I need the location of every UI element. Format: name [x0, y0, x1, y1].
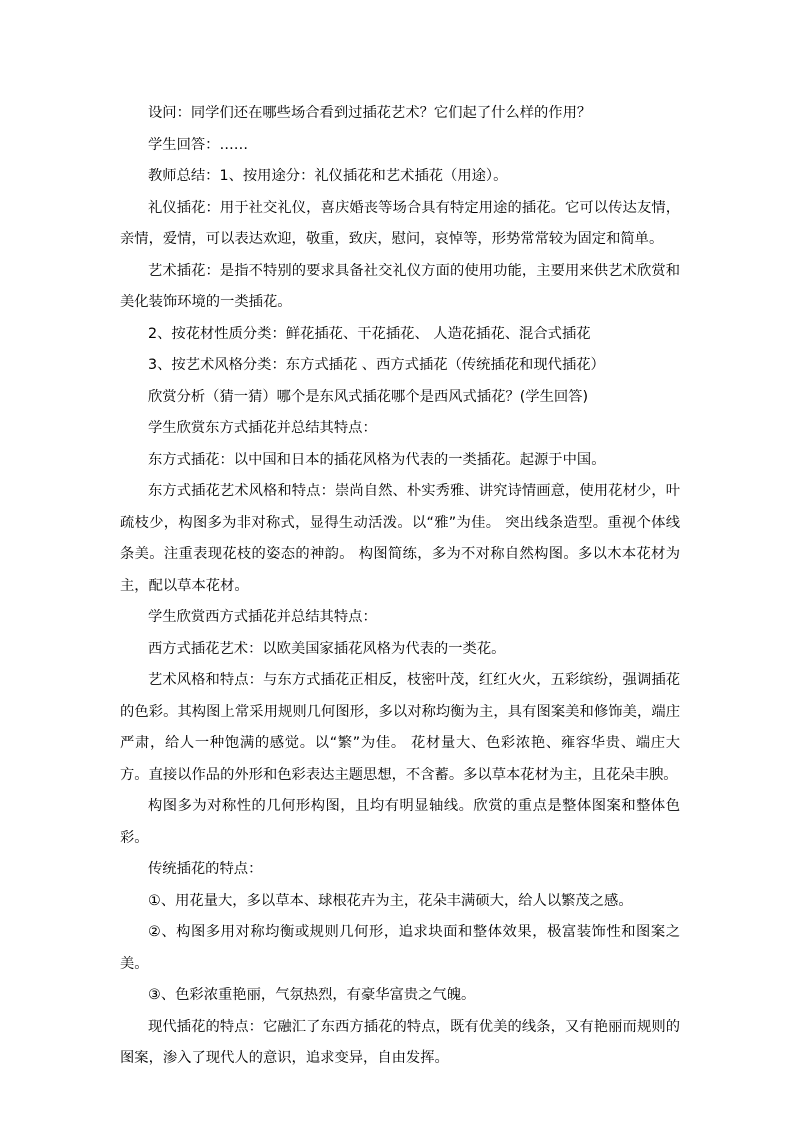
paragraph-modern-features: 现代插花的特点：它融汇了东西方插花的特点，既有优美的线条，又有艳丽而规则的图案，渗入了现代人的意识，追求变异，自由发挥。 [120, 1018, 680, 1066]
paragraph-eastern-features: 东方式插花艺术风格和特点：崇尚自然、朴实秀雅、讲究诗情画意，使用花材少，叶疏枝少，构图多为非对称式，显得生动活泼。以“雅”为佳。 突出线条造型。重视个体线条美。注重表现花枝的姿态的神韵。 构图简练，多为不对称自然构图。多以木本花材为主，配以草本花材。 [120, 483, 680, 594]
list-item-traditional-2: ②、构图多用对称均衡或规则几何形，追求块面和整体效果，极富装饰性和图案之美。 [120, 924, 680, 972]
paragraph-western-definition: 西方式插花艺术：以欧美国家插花风格为代表的一类花。 [148, 640, 506, 657]
paragraph-western-intro: 学生欣赏西方式插花并总结其特点： [148, 609, 377, 625]
paragraph-traditional-heading: 传统插花的特点： [148, 861, 263, 877]
document-body [120, 98, 680, 1075]
paragraph-eastern-definition: 东方式插花：以中国和日本的插花风格为代表的一类插花。起源于中国。 [148, 451, 606, 468]
paragraph-art-arrangement: 艺术插花：是指不特别的要求具备社交礼仪方面的使用功能，主要用来供艺术欣赏和美化装饰环境的一类插花。 [120, 262, 680, 310]
paragraph-western-features: 艺术风格和特点：与东方式插花正相反，枝密叶茂，红红火火，五彩缤纷，强调插花的色彩。其构图上常采用规则几何图形，多以对称均衡为主，具有图案美和修饰美，端庄严肃，给人一种饱满的感觉。以“繁”为佳。 花材量大、色彩浓艳、雍容华贵、端庄大方。直接以作品的外形和色彩表达主题思想，不含蓄。多以草本花材为主，且花朵丰腴。 [120, 672, 680, 783]
paragraph-etiquette-arrangement: 礼仪插花：用于社交礼仪，喜庆婚丧等场合具有特定用途的插花。它可以传达友情，亲情，爱情，可以表达欢迎，敬重，致庆，慰问，哀悼等，形势常常较为固定和简单。 [120, 199, 680, 247]
list-item-traditional-3: ③、色彩浓重艳丽，气氛热烈，有豪华富贵之气魄。 [148, 987, 476, 1003]
paragraph-style-classification: 3、按艺术风格分类：东方式插花 、西方式插花（传统插花和现代插花） [148, 357, 605, 373]
paragraph-material-classification: 2、按花材性质分类：鲜花插花、干花插花、 人造花插花、混合式插花 [148, 325, 591, 342]
list-item-traditional-1: ①、用花量大，多以草本、球根花卉为主，花朵丰满硕大，给人以繁茂之感。 [148, 892, 633, 909]
paragraph-composition: 构图多为对称性的几何形构图，且均有明显轴线。欣赏的重点是整体图案和整体色彩。 [120, 798, 680, 846]
paragraph-teacher-summary: 教师总结：1、按用途分：礼仪插花和艺术插花（用途）。 [148, 168, 508, 184]
paragraph-appreciation-analysis: 欣赏分析（猜一猜）哪个是东风式插花哪个是西风式插花？(学生回答) [148, 388, 589, 405]
paragraph-student-answer: 学生回答：…… [148, 136, 249, 153]
paragraph-question: 设问：同学们还在哪些场合看到过插花艺术？它们起了什么样的作用？ [148, 105, 592, 121]
paragraph-eastern-intro: 学生欣赏东方式插花并总结其特点： [148, 420, 377, 436]
